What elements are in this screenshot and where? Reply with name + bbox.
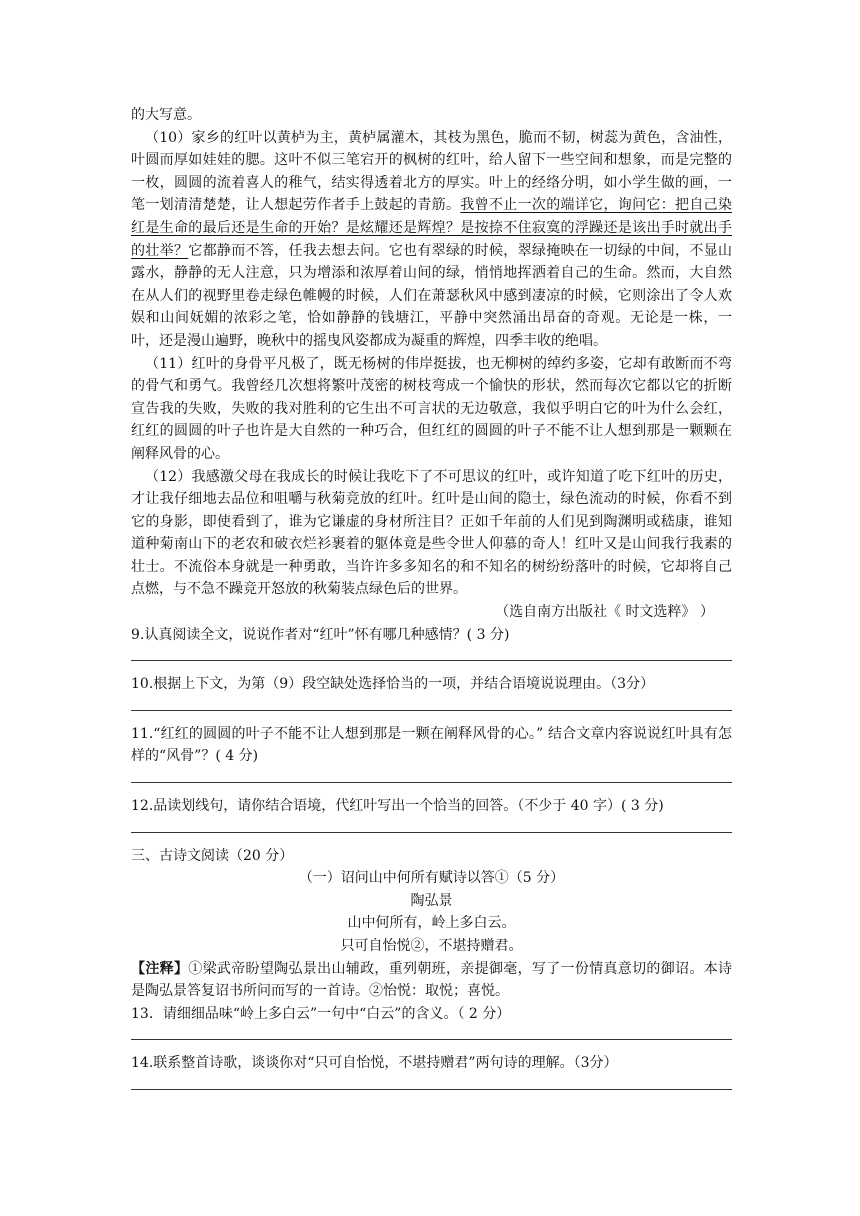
question-14: 14.联系整首诗歌，谈谈你对“只可自怡悦，不堪持赠君”两句诗的理解。（3分） [131,1055,618,1072]
question-13: 13．请细细品味“岭上多白云”一句中“白云”的含义。（ 2 分） [131,1005,511,1022]
question-12: 12.品读划线句，请你结合语境，代红叶写出一个恰当的回答。（不少于 40 字）( 3 分) [131,798,664,815]
poem-note [131,958,732,1003]
note-label: 【注释】 [131,960,189,977]
paragraph-10-text-a: （10）家乡的红叶以黄栌为主，黄栌属灌木，其枝为黑色，脆而不韧，树蕊为黄色，含油性，叶圆而厚如娃娃的腮。这叶不似三笔宕开的枫树的红叶，给人留下一些空间和想象，而是完整的一枚，圆圆的流着喜人的稚气，结实得透着北方的厚实。叶上的经络分明，如小学生做的画，一笔一划清清楚楚，让人想起劳作者手上鼓起的青筋。 [131,129,732,214]
paragraph-10-text-b: 它都静而不答，任我去想去问。它也有翠绿的时候，翠绿掩映在一切绿的中间，不显山露水，静静的无人注意，只为增添和浓厚着山间的绿，悄悄地挥洒着自己的生命。然而，大自然在从人们的视野里卷走绿色帷幔的时候，人们在萧瑟秋风中感到凄凉的时候，它则涂出了令人欢娱和山间妩媚的浓彩之笔，恰如静静的钱塘江，平静中突然涌出昂奋的奇观。无论是一株，一叶，还是漫山遍野，晚秋中的摇曳风姿都成为凝重的辉煌，四季丰收的绝唱。 [131,242,733,349]
poem-title: （一）诏问山中何所有赋诗以答①（5 分） [298,870,565,887]
question-9: 9.认真阅读全文，说说作者对“红叶”怀有哪几种感情？( 3 分) [131,626,510,643]
answer-line-14[interactable] [131,1075,732,1090]
answer-line-12[interactable] [131,818,732,833]
underlined-sentence: 我曾不止一次的端详它，询问它：把自己染红是生命的最后还是生命的开始？是炫耀还是辉煌？是按捺不住寂寞的浮躁还是该出手时就出手的壮举？ [131,197,733,259]
answer-line-11[interactable] [131,768,732,783]
answer-line-13[interactable] [131,1025,732,1040]
poem-line-1: 山中何所有，岭上多白云。 [347,915,516,932]
section-3-title: 三、古诗文阅读（20 分） [131,847,294,864]
answer-line-10[interactable] [131,696,732,711]
question-11: 11.“红红的圆圆的叶子不能不让人想到那是一颗在阐释风骨的心。” 结合文章内容说说红叶具有怎样的“风骨”？( 4 分) [131,725,732,765]
paragraph-12: （12）我感激父母在我成长的时候让我吃下了不可思议的红叶，或许知道了吃下红叶的历史，才让我仔细地去品位和咀嚼与秋菊竞放的红叶。红叶是山间的隐士，绿色流动的时候，你看不到它的身影，即使看到了，谁为它谦虚的身材所注目？正如千年前的人们见到陶渊明或嵇康，谁知道种菊南山下的老农和破衣烂衫裹着的躯体竟是些令世人仰慕的奇人！红叶又是山间我行我素的壮士。不流俗本身就是一种勇敢，当许许多多知名的和不知名的树纷纷落叶的时候，它却将自己点燃，与不急不躁竞开怒放的秋菊装点绿色后的世界。 [131,468,732,598]
source-citation: （选自南方出版社《 时文选粹》 ） [495,604,714,621]
paragraph-11: （11）红叶的身骨平凡极了，既无杨树的伟岸挺拔，也无柳树的绰约多姿，它却有敢断而不弯的骨气和勇气。我曾经几次想将繁叶茂密的树枝弯成一个愉快的形状，然而每次它都以它的折断宣告我的失败，失败的我对胜利的它生出不可言状的无边敬意，我似乎明白它的叶为什么会红，红红的圆圆的叶子也许是大自然的一种巧合，但红红的圆圆的叶子不能不让人想到那是一颗颗在阐释风骨的心。 [131,355,732,462]
note-text: ①梁武帝盼望陶弘景出山辅政，重列朝班，亲提御毫，写了一份情真意切的御诏。本诗是陶弘景答复诏书所问而写的一首诗。②怡悦：取悦；喜悦。 [131,960,733,1000]
poem-author: 陶弘景 [410,892,453,909]
answer-line-9[interactable] [131,646,732,661]
paragraph-continuation: 的大写意。 [131,107,201,123]
poem-line-2: 只可自怡悦②，不堪持赠君。 [340,938,523,954]
paragraph-10 [131,127,732,353]
question-10: 10.根据上下文，为第（9）段空缺处选择恰当的一项，并结合语境说说理由。（3分） [131,676,655,693]
